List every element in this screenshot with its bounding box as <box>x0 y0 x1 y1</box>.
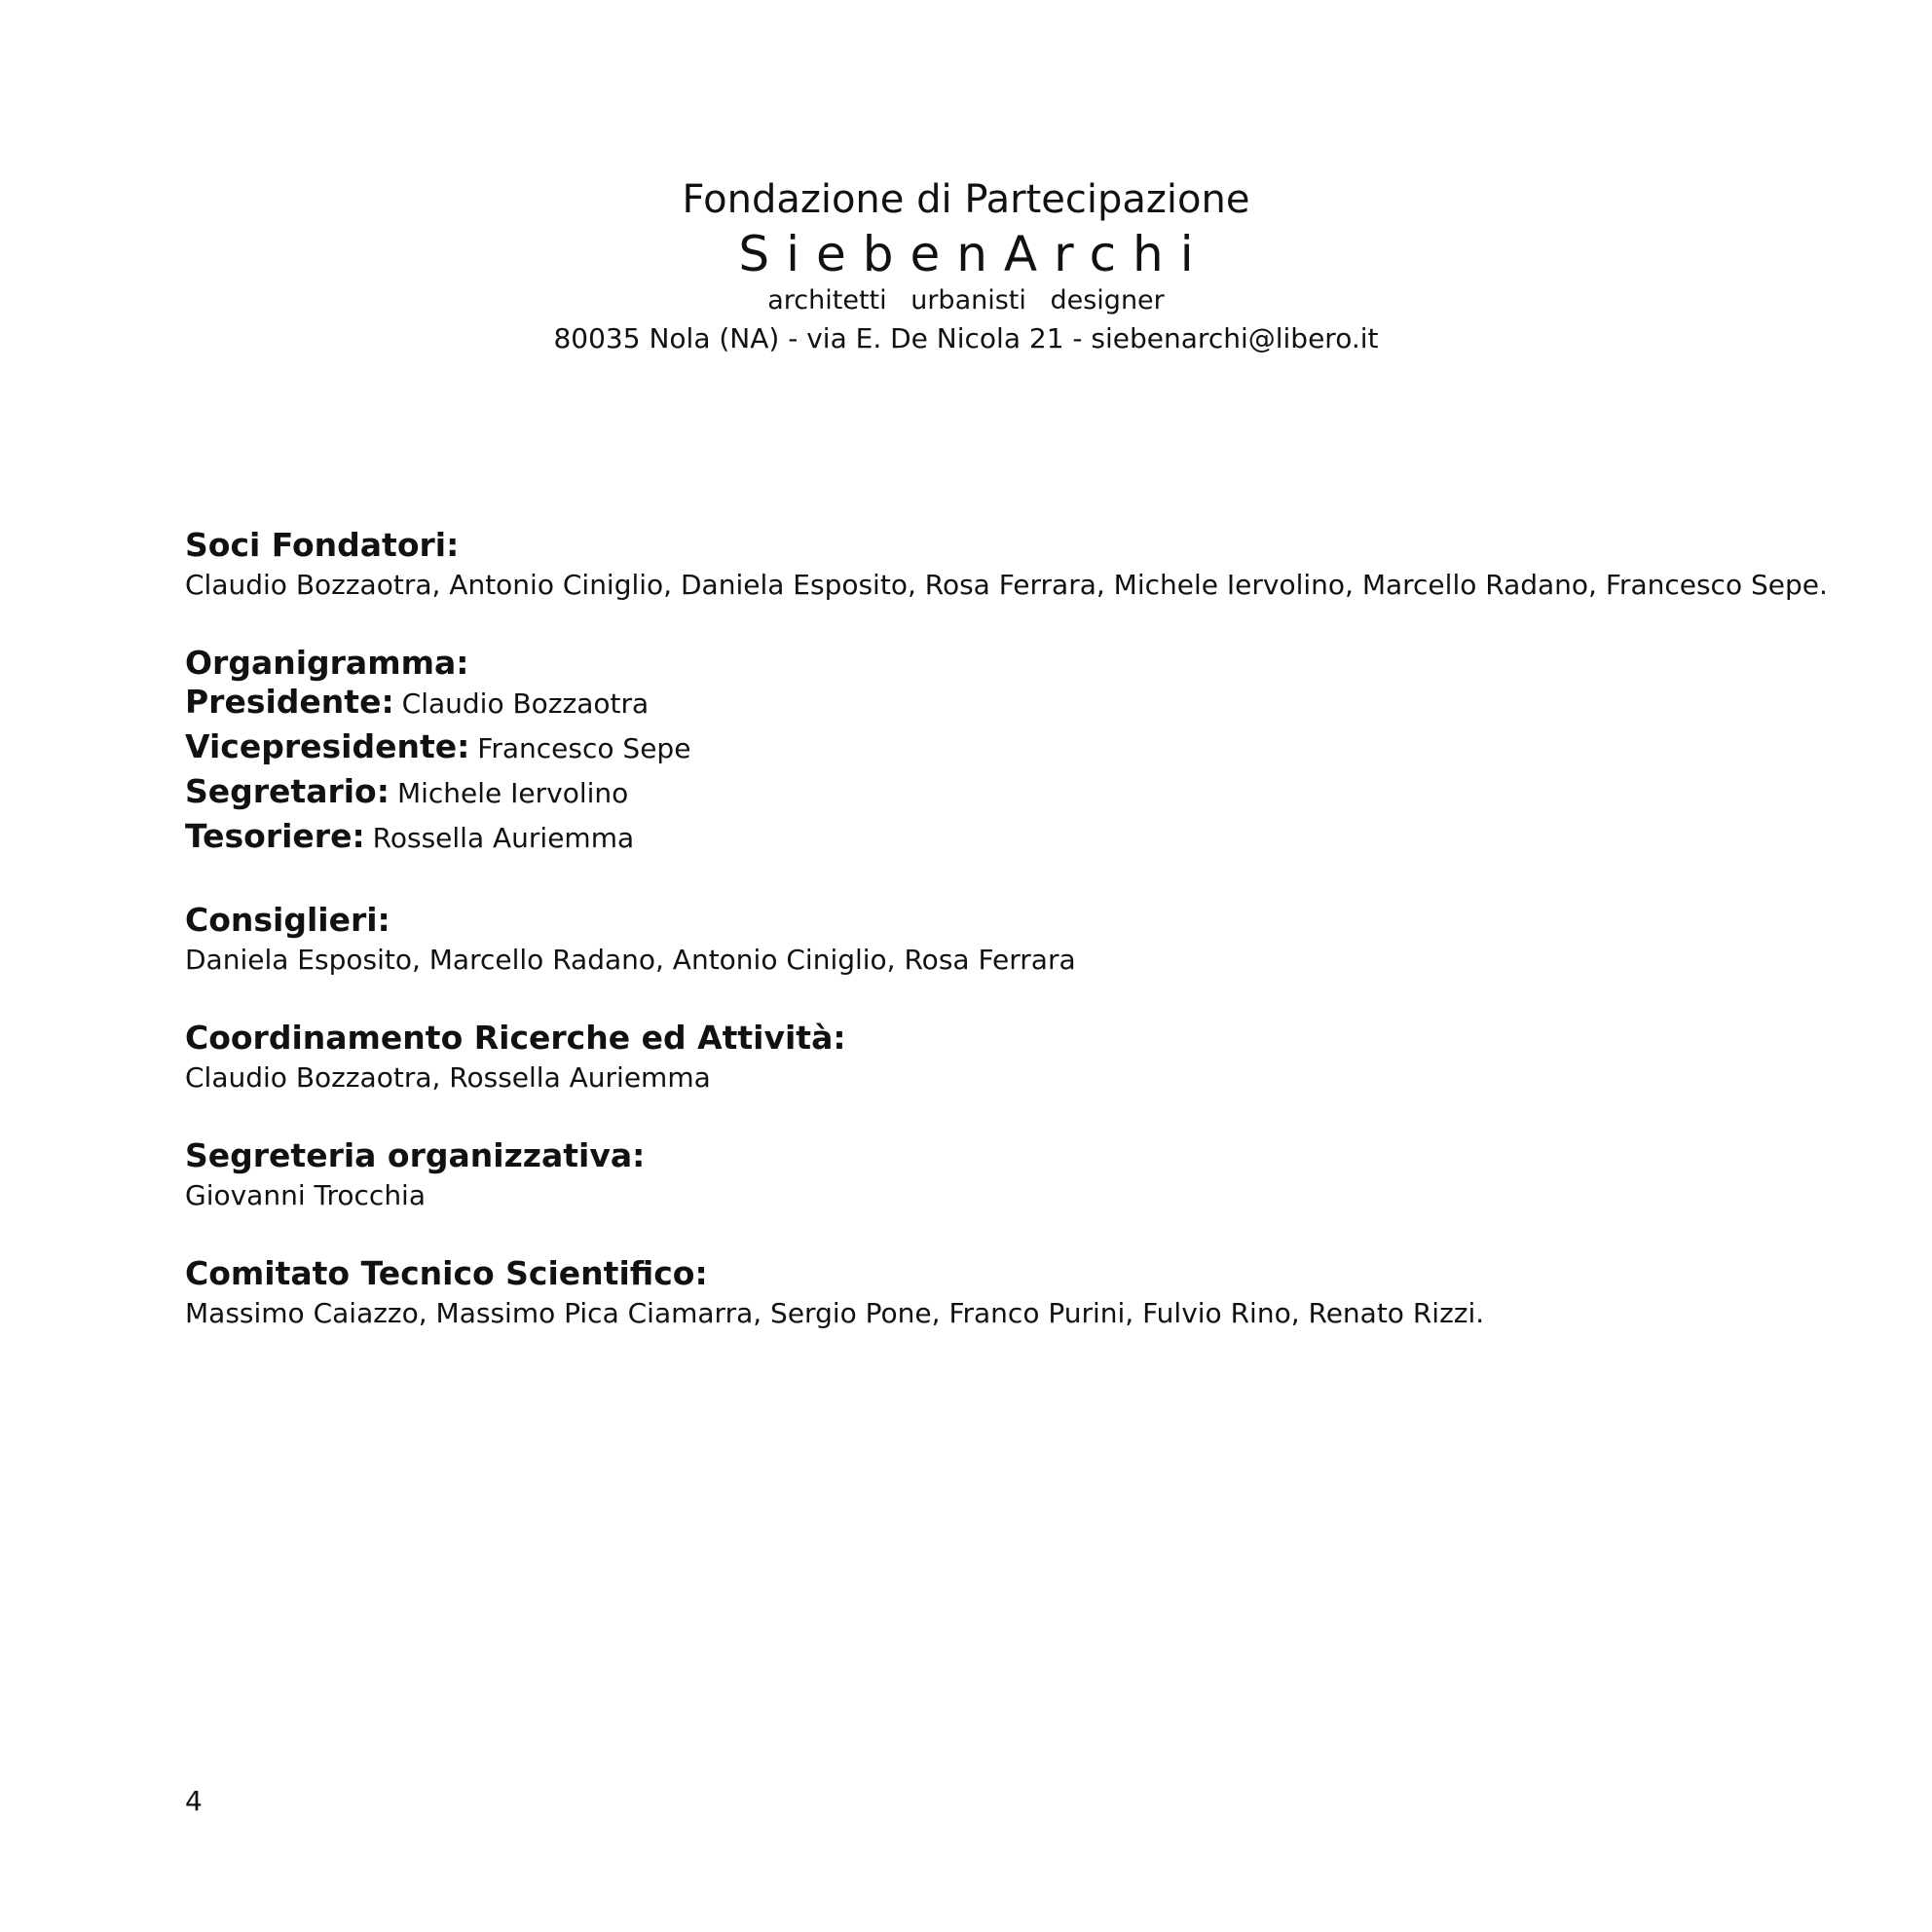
role-label: Vicepresidente: <box>185 727 470 765</box>
page-number: 4 <box>185 1785 203 1817</box>
role-label: Tesoriere: <box>185 817 365 855</box>
role-presidente <box>185 683 1802 727</box>
section-organigramma <box>185 644 1802 862</box>
section-coordinamento <box>185 1019 1802 1097</box>
profession-designers: designer <box>1050 285 1165 316</box>
foundation-name: SiebenArchi <box>738 226 1210 282</box>
professions-line <box>0 284 1932 317</box>
address-line: 80035 Nola (NA) - via E. De Nicola 21 - siebenarchi@libero.it <box>553 322 1379 354</box>
section-text: Massimo Caiazzo, Massimo Pica Ciamarra, Sergio Pone, Franco Purini, Fulvio Rino, Renato Rizzi. <box>185 1297 1485 1329</box>
section-segreteria <box>185 1136 1802 1215</box>
role-label: Presidente: <box>185 683 394 721</box>
role-value: Claudio Bozzaotra <box>401 687 650 720</box>
section-title: Comitato Tecnico Scientifico: <box>185 1254 708 1292</box>
section-title: Organigramma: <box>185 644 469 682</box>
section-title: Consiglieri: <box>185 901 390 939</box>
role-vicepresidente <box>185 727 1802 772</box>
profession-urban-planners: urbanisti <box>910 285 1026 316</box>
section-text: Daniela Esposito, Marcello Radano, Antonio Ciniglio, Rosa Ferrara <box>185 944 1076 976</box>
role-segretario <box>185 772 1802 817</box>
section-text: Claudio Bozzaotra, Antonio Ciniglio, Daniela Esposito, Rosa Ferrara, Michele Iervolino, Marcello Radano, Francesco Sepe. <box>185 569 1828 601</box>
section-comitato <box>185 1254 1802 1333</box>
section-soci-fondatori <box>185 526 1828 605</box>
profession-architects: architetti <box>767 285 887 316</box>
section-consiglieri <box>185 901 1802 980</box>
document-body <box>185 526 1828 1372</box>
section-title: Soci Fondatori: <box>185 526 460 564</box>
role-label: Segretario: <box>185 772 390 810</box>
role-value: Francesco Sepe <box>477 732 691 764</box>
role-value: Michele Iervolino <box>396 777 629 809</box>
document-header <box>0 175 1932 358</box>
section-text: Claudio Bozzaotra, Rossella Auriemma <box>185 1061 711 1094</box>
section-title: Segreteria organizzativa: <box>185 1136 646 1174</box>
section-title: Coordinamento Ricerche ed Attività: <box>185 1019 846 1057</box>
role-value: Rossella Auriemma <box>372 822 635 854</box>
role-tesoriere <box>185 817 1802 862</box>
section-text: Giovanni Trocchia <box>185 1179 426 1211</box>
foundation-type: Fondazione di Partecipazione <box>682 177 1250 222</box>
